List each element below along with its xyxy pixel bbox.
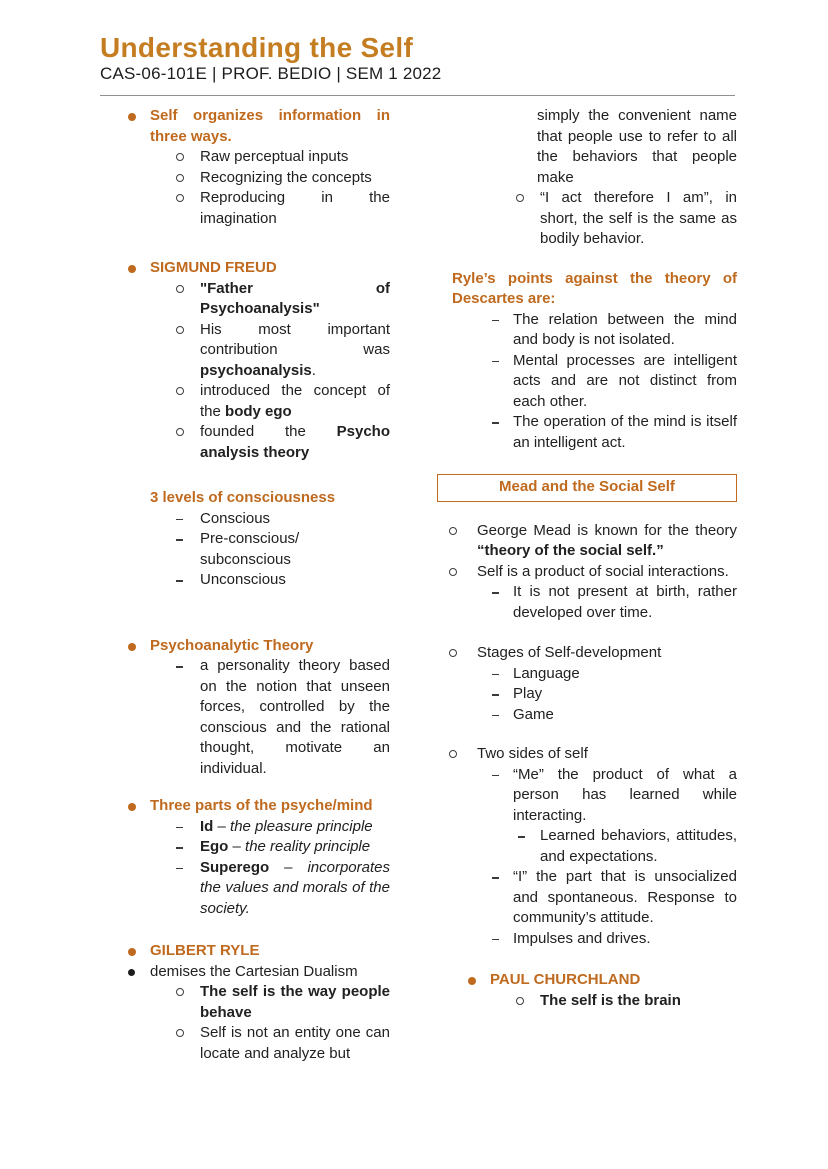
bullet-disc-icon: [128, 969, 135, 976]
list-item: [437, 929, 737, 950]
text-run: Game: [513, 705, 554, 723]
text-run: Id: [200, 817, 214, 835]
circle-bullet-icon: [176, 194, 184, 202]
list-item: [100, 656, 390, 779]
section-stages-self-development: [437, 643, 737, 725]
text-run: the reality principle: [245, 838, 371, 855]
text-run: Reproducing in the imagination: [200, 189, 390, 227]
list-item: [437, 991, 737, 1012]
text-run: the pleasure principle: [230, 817, 373, 835]
bullet-disc-icon: [468, 977, 476, 985]
section-heading: [100, 106, 390, 147]
continuation-text: [437, 106, 737, 188]
list-item: [437, 684, 737, 705]
list-item: [437, 310, 737, 351]
circle-bullet-icon: [516, 997, 524, 1005]
dash-bullet-icon: [492, 320, 499, 322]
text-run: psychoanalysis: [200, 361, 312, 379]
text-run: The self is the brain: [540, 991, 681, 1009]
list-item: [437, 765, 737, 827]
circle-bullet-icon: [516, 194, 524, 202]
bullet-disc-icon: [128, 803, 136, 811]
dash-bullet-icon: [492, 877, 499, 879]
text-run: The operation of the mind is itself an intelligent act.: [513, 413, 737, 451]
dash-bullet-icon: [492, 715, 499, 717]
circle-bullet-icon: [449, 527, 457, 535]
list-item: [437, 867, 737, 929]
section-heading: [100, 941, 390, 962]
text-run: Self is not an entity one can locate and analyze but: [200, 1024, 390, 1062]
text-run: “theory of the social self.”: [477, 542, 664, 559]
document-subtitle: CAS-06-101E | PROF. BEDIO | SEM 1 2022: [100, 64, 442, 83]
text-run: Pre-conscious/: [200, 530, 300, 547]
circle-bullet-icon: [176, 174, 184, 182]
list-item: [100, 570, 390, 591]
dash-bullet-icon: [176, 847, 183, 849]
section-mead-heading: [437, 474, 737, 502]
section-two-sides-of-self: [437, 744, 737, 949]
list-item: [437, 826, 737, 867]
text-run: Language: [513, 664, 580, 682]
text-run: Self is a product of social interactions.: [477, 562, 729, 580]
circle-bullet-icon: [449, 750, 457, 758]
text-run: Mental processes are intelligent acts and are not distinct from each other.: [513, 351, 737, 410]
list-item: [437, 412, 737, 453]
list-item: [437, 521, 737, 562]
section-self-organizes: [100, 106, 390, 229]
text-run: a personality theory based on the notion that unseen forces, controlled by the conscious and the rational thought, motivate an individual.: [200, 657, 390, 777]
two-column-body: [0, 106, 828, 1064]
list-item: [100, 962, 390, 983]
dash-bullet-icon: [176, 539, 183, 541]
text-run: subconscious: [200, 550, 291, 568]
text-run: Ego: [200, 838, 229, 855]
section-heading: [100, 488, 390, 509]
text-run: Recognizing the concepts: [200, 168, 372, 186]
section-paul-churchland: [437, 970, 737, 1011]
list-item: [100, 381, 390, 422]
document-header: [0, 0, 828, 96]
list-item: [437, 582, 737, 623]
dash-bullet-icon: [176, 580, 183, 582]
list-item: [100, 1023, 390, 1064]
text-run: –: [228, 838, 246, 855]
bullet-disc-icon: [128, 948, 136, 956]
text-run: body ego: [225, 402, 292, 420]
section-heading: [100, 796, 390, 817]
dash-bullet-icon: [492, 674, 499, 676]
text-run: –: [213, 817, 231, 835]
text-run: SIGMUND FREUD: [150, 259, 277, 276]
text-run: “I” the part that is unsocialized and spontaneous. Response to community’s attitude.: [513, 868, 737, 926]
dash-bullet-icon: [492, 592, 499, 594]
dash-bullet-icon: [518, 836, 525, 838]
dash-bullet-icon: [176, 827, 183, 829]
text-run: Psychoanalytic Theory: [150, 636, 314, 654]
text-run: “I act therefore I am”, in short, the self is the same as bodily behavior.: [540, 189, 737, 247]
list-item: [437, 664, 737, 685]
dash-bullet-icon: [176, 868, 183, 870]
list-item: [100, 529, 390, 570]
text-run: –: [269, 858, 308, 876]
text-run: Self organizes information in three ways.: [150, 107, 390, 145]
bullet-disc-icon: [128, 113, 136, 121]
section-heading: [100, 636, 390, 657]
bullet-disc-icon: [128, 643, 136, 651]
text-run: Raw perceptual inputs: [200, 148, 349, 165]
dash-bullet-icon: [492, 422, 499, 424]
text-run: PAUL CHURCHLAND: [490, 971, 641, 988]
circle-bullet-icon: [176, 428, 184, 436]
section-ryle-points: [437, 269, 737, 454]
dash-bullet-icon: [492, 361, 499, 363]
text-run: GILBERT RYLE: [150, 942, 260, 959]
text-run: The relation between the mind and body is not isolated.: [513, 310, 737, 348]
list-item: [100, 982, 390, 1023]
circle-bullet-icon: [449, 649, 457, 657]
text-run: Learned behaviors, attitudes, and expectations.: [540, 827, 737, 865]
dash-bullet-icon: [492, 939, 499, 941]
text-run: 3 levels of consciousness: [150, 489, 336, 506]
circle-bullet-icon: [176, 1029, 184, 1037]
circle-bullet-icon: [176, 285, 184, 293]
text-run: It is not present at birth, rather developed over time.: [513, 583, 737, 621]
list-item: [100, 320, 390, 382]
boxed-section-heading: [437, 474, 737, 502]
text-run: Unconscious: [200, 571, 286, 588]
text-run: introduced the concept of the: [200, 382, 390, 420]
text-run: founded the: [200, 423, 337, 440]
text-run: Superego: [200, 858, 270, 876]
header-divider: [100, 95, 735, 96]
list-item: [100, 422, 390, 463]
list-item: [100, 168, 390, 189]
text-run: simply the convenient name that people use to refer to all the behaviors that people make: [537, 107, 737, 186]
circle-bullet-icon: [449, 568, 457, 576]
section-sigmund-freud: [100, 258, 390, 463]
text-run: Conscious: [200, 509, 271, 527]
list-item: [100, 817, 390, 838]
text-run: Ryle’s points against the theory of Descartes are:: [452, 269, 737, 307]
list-item: [437, 351, 737, 413]
list-item: [100, 279, 390, 320]
dash-bullet-icon: [176, 666, 183, 668]
text-run: Impulses and drives.: [513, 929, 651, 947]
list-item: [100, 188, 390, 229]
text-run: Two sides of self: [477, 745, 588, 762]
circle-bullet-icon: [176, 988, 184, 996]
right-column: [437, 106, 737, 1011]
text-run: Psycho analysis theory: [200, 423, 390, 461]
text-run: The self is the way people behave: [200, 983, 390, 1021]
list-item: [100, 837, 390, 858]
circle-bullet-icon: [176, 326, 184, 334]
list-item: [100, 509, 390, 530]
text-run: Play: [513, 685, 543, 702]
circle-bullet-icon: [176, 387, 184, 395]
section-gilbert-ryle: [100, 941, 390, 1064]
section-heading: [100, 258, 390, 279]
list-item: [100, 147, 390, 168]
section-heading: [437, 269, 737, 310]
circle-bullet-icon: [176, 153, 184, 161]
section-three-parts-psyche: [100, 796, 390, 919]
text-run: His most important contribution was: [200, 320, 390, 358]
dash-bullet-icon: [176, 519, 183, 521]
bullet-disc-icon: [128, 265, 136, 273]
left-column: [100, 106, 390, 1064]
section-psychoanalytic-theory: [100, 636, 390, 780]
text-run: .: [311, 361, 316, 379]
text-run: demises the Cartesian Dualism: [150, 962, 358, 980]
list-item: [437, 643, 737, 664]
list-item: [437, 562, 737, 583]
dash-bullet-icon: [492, 775, 499, 777]
list-item: [437, 744, 737, 765]
text-run: Three parts of the psyche/mind: [150, 797, 373, 814]
text-run: "Father of Psychoanalysis": [200, 279, 390, 317]
text-run: Mead and the Social Self: [499, 478, 675, 495]
document-title: Understanding the Self: [100, 32, 414, 63]
list-item: [100, 858, 390, 920]
section-ryle-continuation: [437, 106, 737, 250]
section-george-mead: [437, 521, 737, 624]
list-item: [437, 705, 737, 726]
section-levels-of-consciousness: [100, 488, 390, 591]
text-run: George Mead is known for the theory: [477, 521, 737, 539]
text-run: “Me” the product of what a person has learned while interacting.: [513, 765, 737, 824]
text-run: Stages of Self-development: [477, 644, 662, 661]
list-item: [437, 188, 737, 250]
section-heading: [437, 970, 737, 991]
text-run: incorporates the values and morals of the society.: [200, 858, 390, 917]
dash-bullet-icon: [492, 694, 499, 696]
